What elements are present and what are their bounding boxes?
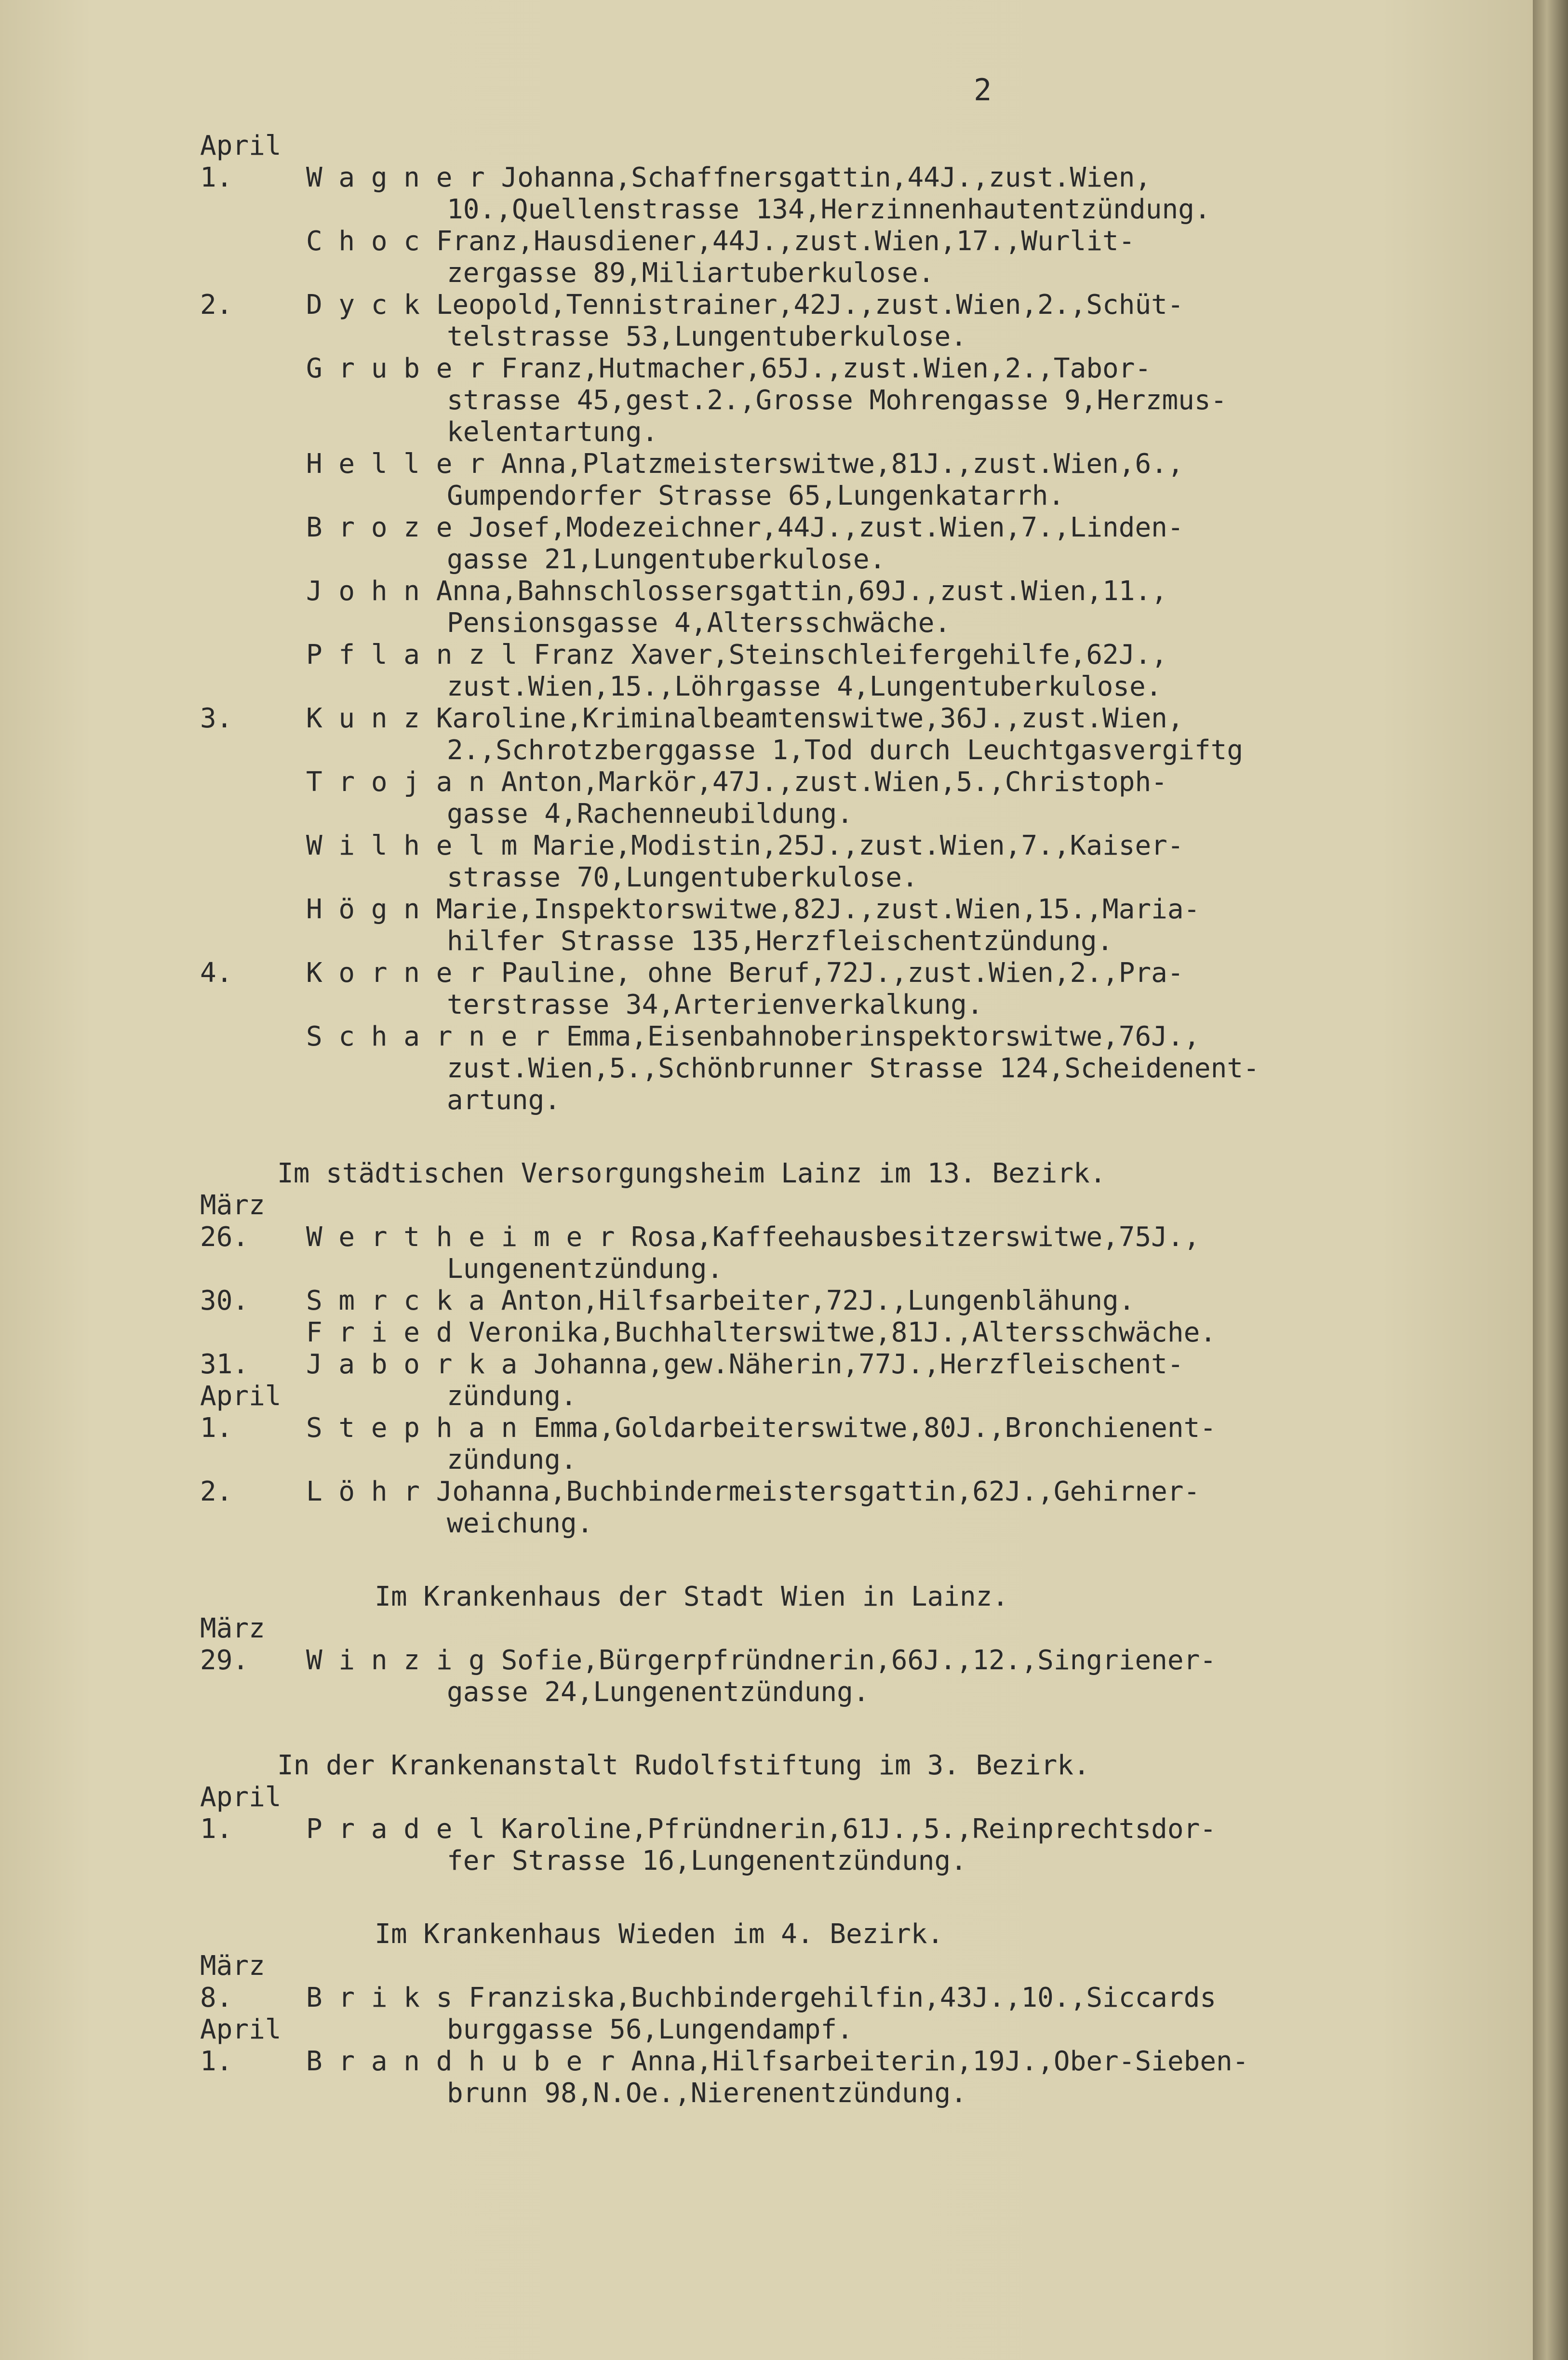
death-register-entry xyxy=(200,289,1492,353)
section-gap xyxy=(200,1877,1492,1918)
month-continuation-line xyxy=(200,1381,1492,1412)
entry-text: D y c k Leopold,Tennistrainer,42J.,zust.Wien,2.,Schüt- xyxy=(306,289,1184,321)
entry-text: H e l l e r Anna,Platzmeisterswitwe,81J.,zust.Wien,6., xyxy=(306,448,1184,480)
entry-continuation: burggasse 56,Lungendampf. xyxy=(447,2014,853,2045)
month-heading: April xyxy=(200,1782,281,1813)
entry-text: S t e p h a n Emma,Goldarbeiterswitwe,80J.,Bronchienent- xyxy=(306,1412,1217,1444)
entry-continuation: artung. xyxy=(447,1085,561,1116)
entry-continuation: telstrasse 53,Lungentuberkulose. xyxy=(447,321,967,352)
death-register-entry xyxy=(200,1349,1492,1381)
death-register-entry xyxy=(200,1221,1492,1285)
death-register-entry xyxy=(200,1285,1492,1317)
entry-text: G r u b e r Franz,Hutmacher,65J.,zust.Wien,2.,Tabor- xyxy=(306,353,1152,384)
section-gap xyxy=(200,1708,1492,1750)
day-number: 2. xyxy=(200,1476,233,1507)
death-register-entry xyxy=(200,957,1492,1021)
month-heading: März xyxy=(200,1190,265,1221)
day-number: 1. xyxy=(200,2046,233,2077)
month-continuation-line xyxy=(200,2014,1492,2046)
entry-text: K o r n e r Pauline, ohne Beruf,72J.,zust.Wien,2.,Pra- xyxy=(306,957,1184,989)
death-register-entry xyxy=(200,639,1492,703)
day-number: 1. xyxy=(200,1412,233,1444)
day-number: 3. xyxy=(200,703,233,734)
day-number: 31. xyxy=(200,1349,249,1380)
entry-text: K u n z Karoline,Kriminalbeamtenswitwe,36J.,zust.Wien, xyxy=(306,703,1184,734)
day-number: 8. xyxy=(200,1982,233,2013)
entry-continuation: weichung. xyxy=(447,1508,593,1539)
entry-text: P f l a n z l Franz Xaver,Steinschleifergehilfe,62J., xyxy=(306,639,1167,670)
section-heading: Im städtischen Versorgungsheim Lainz im 13. Bezirk. xyxy=(277,1158,1106,1189)
entry-continuation: 10.,Quellenstrasse 134,Herzinnenhautentzündung. xyxy=(447,194,1211,225)
section-heading: In der Krankenanstalt Rudolfstiftung im 3. Bezirk. xyxy=(277,1750,1090,1781)
entry-continuation: brunn 98,N.Oe.,Nierenentzündung. xyxy=(447,2078,967,2109)
entry-continuation: Gumpendorfer Strasse 65,Lungenkatarrh. xyxy=(447,480,1065,511)
entry-continuation: terstrasse 34,Arterienverkalkung. xyxy=(447,989,983,1020)
entry-text: S m r c k a Anton,Hilfsarbeiter,72J.,Lungenblähung. xyxy=(306,1285,1135,1316)
entry-text: T r o j a n Anton,Markör,47J.,zust.Wien,5.,Christoph- xyxy=(306,766,1167,798)
death-register-entry xyxy=(200,162,1492,226)
death-register-entry xyxy=(200,830,1492,894)
death-register-entry xyxy=(200,226,1492,289)
entry-continuation: zust.Wien,5.,Schönbrunner Strasse 124,Scheidenent- xyxy=(447,1053,1260,1084)
entry-text: W e r t h e i m e r Rosa,Kaffeehausbesitzerswitwe,75J., xyxy=(306,1221,1200,1253)
entry-text: W i n z i g Sofie,Bürgerpfründnerin,66J.,12.,Singriener- xyxy=(306,1645,1217,1676)
entry-continuation: zergasse 89,Miliartuberkulose. xyxy=(447,257,935,289)
death-register-entry xyxy=(200,1982,1492,2014)
day-number: 1. xyxy=(200,1813,233,1845)
entry-continuation: gasse 24,Lungenentzündung. xyxy=(447,1676,870,1708)
entry-continuation: gasse 4,Rachenneubildung. xyxy=(447,798,853,830)
death-register-entry xyxy=(200,1813,1492,1877)
section-gap xyxy=(200,1540,1492,1581)
entry-text: H ö g n Marie,Inspektorswitwe,82J.,zust.Wien,15.,Maria- xyxy=(306,894,1200,925)
death-register-entry xyxy=(200,894,1492,957)
entry-text: B r o z e Josef,Modezeichner,44J.,zust.Wien,7.,Linden- xyxy=(306,512,1184,543)
entry-continuation: strasse 45,gest.2.,Grosse Mohrengasse 9,Herzmus- xyxy=(447,385,1227,416)
death-register-entry xyxy=(200,512,1492,576)
entry-continuation: fer Strasse 16,Lungenentzündung. xyxy=(447,1845,967,1877)
entry-text: B r i k s Franziska,Buchbindergehilfin,43J.,10.,Siccards xyxy=(306,1982,1217,2013)
death-register-entry xyxy=(200,703,1492,766)
death-register-entry xyxy=(200,353,1492,448)
entry-continuation: zündung. xyxy=(447,1381,577,1412)
page-number: 2 xyxy=(974,72,992,107)
entry-continuation: zündung. xyxy=(447,1444,577,1475)
death-register-entry xyxy=(200,2046,1492,2109)
day-number: 4. xyxy=(200,957,233,989)
month-heading: April xyxy=(200,130,281,161)
day-number: 26. xyxy=(200,1221,249,1253)
entry-continuation: zust.Wien,15.,Löhrgasse 4,Lungentuberkulose. xyxy=(447,671,1162,702)
entry-text: B r a n d h u b e r Anna,Hilfsarbeiterin,19J.,Ober-Sieben- xyxy=(306,2046,1249,2077)
day-number: 29. xyxy=(200,1645,249,1676)
entry-text: J a b o r k a Johanna,gew.Näherin,77J.,Herzfleischent- xyxy=(306,1349,1184,1380)
entry-continuation: hilfer Strasse 135,Herzfleischentzündung. xyxy=(447,925,1113,957)
death-register-entry xyxy=(200,1412,1492,1476)
page-edge xyxy=(1533,0,1568,2360)
death-register-entry xyxy=(200,766,1492,830)
entry-text: W i l h e l m Marie,Modistin,25J.,zust.Wien,7.,Kaiser- xyxy=(306,830,1184,861)
death-register-entry xyxy=(200,1476,1492,1540)
day-number: 30. xyxy=(200,1285,249,1316)
day-number: 2. xyxy=(200,289,233,321)
month-heading: April xyxy=(200,1381,281,1412)
entry-continuation: 2.,Schrotzberggasse 1,Tod durch Leuchtgasvergiftg xyxy=(447,735,1244,766)
entry-text: S c h a r n e r Emma,Eisenbahnoberinspektorswitwe,76J., xyxy=(306,1021,1200,1052)
death-register-entry xyxy=(200,1645,1492,1708)
entry-continuation: kelentartung. xyxy=(447,416,658,448)
entry-text: P r a d e l Karoline,Pfründnerin,61J.,5.,Reinprechtsdor- xyxy=(306,1813,1217,1845)
month-heading: März xyxy=(200,1950,265,1982)
death-register-entry xyxy=(200,576,1492,639)
entry-text: W a g n e r Johanna,Schaffnersgattin,44J.,zust.Wien, xyxy=(306,162,1152,193)
entry-text: L ö h r Johanna,Buchbindermeistersgattin,62J.,Gehirner- xyxy=(306,1476,1200,1507)
entry-continuation: gasse 21,Lungentuberkulose. xyxy=(447,544,886,575)
day-number: 1. xyxy=(200,162,233,193)
entry-continuation: strasse 70,Lungentuberkulose. xyxy=(447,862,918,893)
entry-text: C h o c Franz,Hausdiener,44J.,zust.Wien,17.,Wurlit- xyxy=(306,226,1135,257)
entry-text: F r i e d Veronika,Buchhalterswitwe,81J.,Altersschwäche. xyxy=(306,1317,1217,1348)
entry-continuation: Lungenentzündung. xyxy=(447,1253,724,1285)
death-register-entry xyxy=(200,1021,1492,1116)
entry-text: J o h n Anna,Bahnschlossersgattin,69J.,zust.Wien,11., xyxy=(306,576,1167,607)
section-gap xyxy=(200,1116,1492,1158)
section-heading: Im Krankenhaus der Stadt Wien in Lainz. xyxy=(277,1581,1009,1612)
month-heading: April xyxy=(200,2014,281,2045)
month-heading: März xyxy=(200,1613,265,1644)
death-register-entry xyxy=(200,1317,1492,1349)
register-content xyxy=(200,130,1492,2109)
entry-continuation: Pensionsgasse 4,Altersschwäche. xyxy=(447,607,951,639)
section-heading: Im Krankenhaus Wieden im 4. Bezirk. xyxy=(277,1918,944,1950)
death-register-entry xyxy=(200,448,1492,512)
